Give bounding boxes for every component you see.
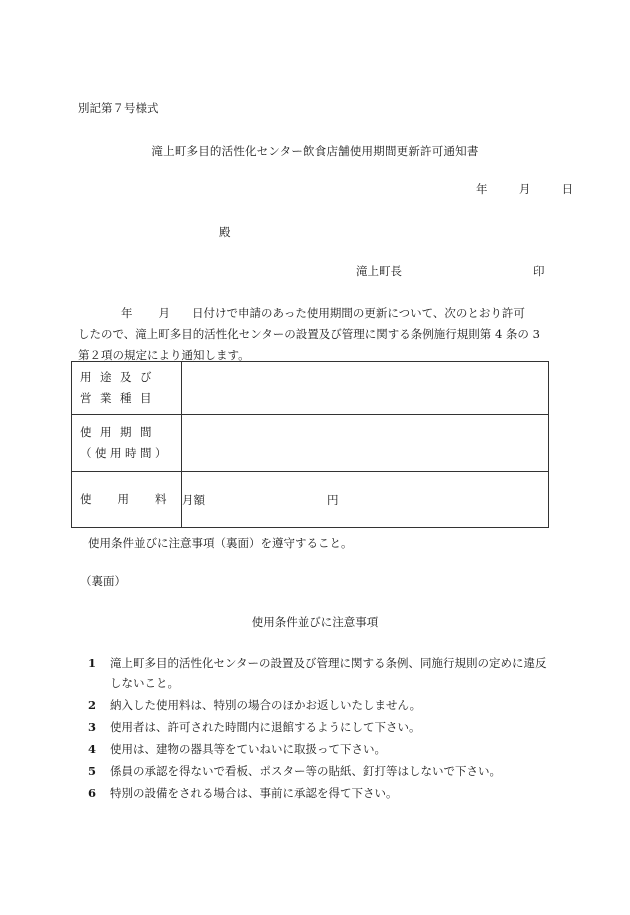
list-item bbox=[88, 717, 558, 737]
period-label-line2: （使用時間） bbox=[80, 446, 170, 460]
rule-number: 3 bbox=[88, 720, 97, 734]
body-line-2: したので、滝上町多目的活性化センターの設置及び管理に関する条例施行規則第 4 条の 3 bbox=[78, 327, 540, 341]
rule-number: 1 bbox=[88, 656, 97, 670]
fee-label-char-2: 用 bbox=[117, 492, 129, 506]
conditions-list bbox=[88, 653, 558, 805]
document-title: 滝上町多目的活性化センター飲食店舗使用期間更新許可通知書 bbox=[151, 144, 479, 158]
body-line-1 bbox=[78, 303, 558, 324]
notice-body bbox=[78, 303, 558, 366]
usage-period-label bbox=[72, 415, 182, 472]
rule-text: 滝上町多目的活性化センターの設置及び管理に関する条例、同施行規則の定めに違反しないこと。 bbox=[110, 656, 547, 690]
compliance-note: 使用条件並びに注意事項（裏面）を遵守すること。 bbox=[88, 536, 353, 550]
rule-text: 特別の設備をされる場合は、事前に承認を得て下さい。 bbox=[110, 786, 398, 800]
list-item bbox=[88, 695, 558, 715]
form-number-label: 別記第７号様式 bbox=[78, 101, 159, 115]
period-label-line1: 使用期間 bbox=[80, 425, 160, 439]
addressee-honorific: 殿 bbox=[219, 225, 231, 239]
body-line-3: 第２項の規定により通知します。 bbox=[78, 348, 250, 362]
body-line1-rest: 日付けで申請のあった使用期間の更新について、次のとおり許可 bbox=[192, 306, 525, 320]
rule-number: 4 bbox=[88, 742, 97, 756]
rule-number: 6 bbox=[88, 786, 97, 800]
usage-label-line2: 営業種目 bbox=[80, 391, 160, 405]
fee-label-char-3: 料 bbox=[155, 492, 167, 506]
date-line bbox=[476, 181, 573, 197]
permit-details-table bbox=[71, 361, 549, 528]
usage-period-value bbox=[182, 415, 549, 472]
issuer-name: 滝上町長 bbox=[356, 264, 402, 278]
table-row bbox=[72, 415, 549, 472]
body-month: 月 bbox=[158, 306, 170, 320]
date-month: 月 bbox=[518, 182, 531, 196]
usage-fee-value bbox=[182, 472, 549, 528]
table-row bbox=[72, 472, 549, 528]
rule-number: 5 bbox=[88, 764, 97, 778]
rule-text: 納入した使用料は、特別の場合のほかお返しいたしません。 bbox=[110, 698, 422, 712]
table-row bbox=[72, 362, 549, 415]
body-year: 年 bbox=[121, 306, 133, 320]
rule-text: 使用は、建物の器具等をていねいに取扱って下さい。 bbox=[110, 742, 386, 756]
usage-fee-label bbox=[72, 472, 182, 528]
fee-unit: 円 bbox=[327, 492, 339, 507]
fee-label-char-1: 使 bbox=[80, 492, 92, 506]
usage-label-line1: 用途及び bbox=[80, 370, 160, 384]
rule-number: 2 bbox=[88, 698, 97, 712]
rule-text: 使用者は、許可された時間内に退館するようにして下さい。 bbox=[110, 720, 421, 734]
conditions-title: 使用条件並びに注意事項 bbox=[251, 615, 379, 629]
list-item bbox=[88, 653, 558, 693]
reverse-side-label: （裏面） bbox=[80, 574, 126, 588]
list-item bbox=[88, 739, 558, 759]
usage-type-value bbox=[182, 362, 549, 415]
fee-monthly-prefix: 月額 bbox=[182, 492, 205, 507]
list-item bbox=[88, 783, 558, 803]
date-day: 日 bbox=[561, 182, 574, 196]
rule-text: 係員の承認を得ないで看板、ポスター等の貼紙、釘打等はしないで下さい。 bbox=[110, 764, 501, 778]
usage-type-label bbox=[72, 362, 182, 415]
list-item bbox=[88, 761, 558, 781]
seal-mark: 印 bbox=[533, 264, 545, 278]
date-year: 年 bbox=[476, 182, 488, 196]
